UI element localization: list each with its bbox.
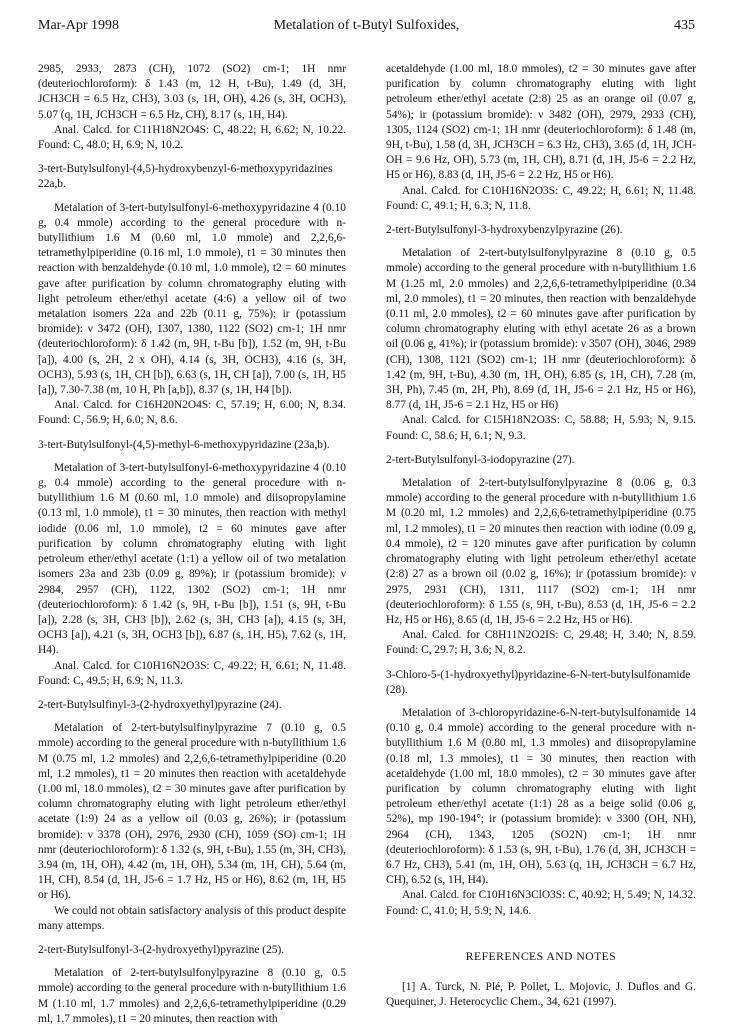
paragraph: Metalation of 2-tert-butylsulfinylpyrazine 7 (0.10 g, 0.5 mmole) according to the general procedure with n-butyllithium 1.6 M (0.75 ml, 1.2 mmoles) and 2,2,6,6-tetramethylpiperidine (0.20 ml, 1.2 mmoles), t1 = 20 minutes then reaction with acetaldehyde (1.00 ml, 18.0 mmoles), t2 = 30 minutes gave after purification by column chromatography eluting with light petroleum ether/ethyl acetate (1:9) 24 as a yellow oil (0.03 g, 26%); ir (potassium bromide): ν 3378 (OH), 2976, 2930 (CH), 1059 (SO) cm-1; 1H nmr (deuteriochloroform): δ 1.32 (s, 9H, t-Bu), 1.55 (m, 3H, CH3), 3.94 (m, 1H, OH), 4.42 (m, 1H, OH), 5.34 (m, 1H, CH), 5.64 (m, 1H, CH), 8.54 (d, 1H, J5-6 = 1.7 Hz, H5 or H6), 8.62 (m, 1H, H5 or H6). [38, 722, 346, 902]
reference-item: [1] A. Turck, N. Plé, P. Pollet, L. Mojovic, J. Duflos and G. Quequiner, J. Heterocyclic Chem., 34, 621 (1997). [386, 980, 696, 1009]
compound-heading: 3-Chloro-5-(1-hydroxyethyl)pyridazine-6-N-tert-butylsulfonamide (28). [386, 668, 691, 696]
compound-heading: 2-tert-Butylsulfinyl-3-(2-hydroxyethyl)pyrazine (24). [38, 698, 282, 711]
paragraph: 2985, 2933, 2873 (CH), 1072 (SO2) cm-1; 1H nmr (deuteriochloroform): δ 1.43 (m, 12 H, t-Bu), 1.49 (d, 3H, JCH3CH = 6.5 Hz, CH3), 3.03 (s, 1H, OH), 4.26 (s, 3H, OCH3), 5.07 (q, 1H, JCH3CH = 6.5 Hz, CH), 8.17 (s, 1H, H4). [38, 63, 346, 121]
paragraph: Metalation of 3-tert-butylsulfonyl-6-methoxypyridazine 4 (0.10 g, 0.4 mmole) according to the general procedure with n-butyllithium 1.6 M (0.60 ml, 1.0 mmole) and diisopropylamine (0.13 ml, 1.0 mmole), t1 = 30 minutes, then reaction with methyl iodide (0.06 ml, 1.0 mmole), t2 = 60 minutes gave after purification by column chromatography eluting with light petroleum ether/ethyl acetate (1:1) a yellow oil of two metalation isomers 23a and 23b (0.09 g, 89%); ir (potassium bromide): ν 2984, 2957 (CH), 1122, 1302 (SO2) cm-1; 1H nmr (deuteriochloroform): δ 1.42 (s, 9H, t-Bu [b]), 1.51 (s, 9H, t-Bu [a]), 2.28 (s, 3H, CH3 [b]), 2.62 (s, 3H, CH3 [a]), 4.15 (s, 3H, OCH3 [a]), 4.21 (s, 3H, OCH3 [b]), 6.87 (s, 1H, H5), 7.62 (s, 1H, H4). [38, 461, 346, 657]
paragraph: Anal. Calcd. for C11H18N2O4S: C, 48.22; H, 6.62; N, 10.22. Found: C, 48.0; H, 6.9; N, 10.2. [38, 123, 346, 152]
compound-heading: 2-tert-Butylsulfonyl-3-hydroxybenzylpyrazine (26). [386, 224, 623, 237]
compound-heading: 3-tert-Butylsulfonyl-(4,5)-hydroxybenzyl-6-methoxypyridazines 22a,b. [38, 163, 333, 191]
compound-heading: 3-tert-Butylsulfonyl-(4,5)-methyl-6-methoxypyridazine (23a,b). [38, 438, 330, 451]
paragraph: Anal. Calcd. for C15H18N2O3S: C, 58.88; H, 5.93; N, 9.15. Found: C, 58.6; H, 6.1; N, 9.3. [386, 414, 696, 442]
paragraph: Anal. Calcd. for C8H11N2O2IS: C, 29.48; H, 3.40; N, 8.59. Found: C, 29.7; H, 3.6; N, 8.2. [386, 629, 696, 657]
header-date: Mar-Apr 1998 [38, 18, 119, 33]
right-column [386, 62, 696, 1010]
compound-heading: 2-tert-Butylsulfonyl-3-(2-hydroxyethyl)pyrazine (25). [38, 943, 285, 956]
paragraph: Anal. Calcd. for C10H16N3ClO3S: C, 40.92; H, 5.49; N, 14.32. Found: C, 41.0; H, 5.9; N, 14.6. [386, 889, 696, 917]
left-column [38, 62, 346, 1027]
page-number: 435 [674, 18, 695, 33]
paragraph: Anal. Calcd. for C10H16N2O3S: C, 49.22; H, 6.61; N, 11.48. Found: C, 49.1; H, 6.3; N, 11.8. [386, 184, 696, 212]
paragraph: Metalation of 3-chloropyridazine-6-N-tert-butylsulfonamide 14 (0.10 g, 0.4 mmole) according to the general procedure with n-butyllithium 1.6 M (0.80 ml, 1.3 mmoles) and diisopropylamine (0.18 ml, 1.3 mmoles), t1 = 30 minutes, then reaction with acetaldehyde (1.00 ml, 18.0 mmoles), t2 = 30 minutes gave after purification by column chromatography eluting with light petroleum ether/ethyl acetate (1:1) 28 as a beige solid (0.06 g, 52%), mp 190-194°; ir (potassium bromide): ν 3300 (OH, NH), 2964 (CH), 1343, 1205 (SO2N) cm-1; 1H nmr (deuteriochloroform): δ 1.53 (s, 9H, t-Bu), 1.76 (d, 3H, JCH3CH = 6.7 Hz, CH3), 5.41 (m, 1H, OH), 5.63 (q, 1H, JCH3CH = 6.7 Hz, CH), 6.52 (s, 1H, H4). [386, 706, 696, 887]
paragraph: Metalation of 2-tert-butylsulfonylpyrazine 8 (0.10 g, 0.5 mmole) according to the general procedure with n-butyllithium 1.6 M (1.10 ml, 1.7 mmoles) and 2,2,6,6-tetramethylpiperidine (0.29 ml, 1.7 mmoles), t1 = 20 minutes, then reaction with [38, 967, 346, 1025]
paragraph: We could not obtain satisfactory analysis of this product despite many attemps. [38, 904, 346, 932]
paragraph: Anal. Calcd. for C16H20N2O4S: C, 57.19; H, 6.00; N, 8.34. Found: C, 56.9; H, 6.0; N, 8.6. [38, 399, 346, 427]
paragraph: Metalation of 2-tert-butylsulfonylpyrazine 8 (0.10 g, 0.5 mmole) according to the general procedure with n-butyllithium 1.6 M (1.25 ml, 2.0 mmoles) and 2,2,6,6-tetramethylpiperidine (0.34 ml, 2.0 mmoles), t1 = 20 minutes, then reaction with benzaldehyde (0.11 ml, 2.0 mmoles), t2 = 60 minutes gave after purification by column chromatography eluting with ethyl acetate 26 as a brown oil (0.06 g, 41%); ir (potassium bromide): ν 3507 (OH), 3046, 2989 (CH), 1308, 1121 (SO2) cm-1; 1H nmr (deuteriochloroform): δ 1.42 (m, 9H, t-Bu), 4.30 (m, 1H, OH), 6.85 (s, 1H, CH), 7.28 (m, 3H, Ph), 7.45 (m, 2H, Ph), 8.69 (d, 1H, J5-6 = 2.1 Hz, H5 or H6), 8.77 (d, 1H, J5-6 = 2.1 Hz, H5 or H6) [386, 247, 696, 412]
references-heading: REFERENCES AND NOTES [465, 949, 617, 963]
running-header [38, 18, 695, 38]
paragraph: acetaldehyde (1.00 ml, 18.0 mmoles), t2 = 30 minutes gave after purification by column chromatography eluting with light petroleum ether/ethyl acetate (2:8) 25 as an orange oil (0.07 g, 54%); ir (potassium bromide): ν 3482 (OH), 2979, 2933 (CH), 1305, 1124 (SO2) cm-1; 1H nmr (deuteriochloroform): δ 1.48 (m, 9H, t-Bu), 1.58 (d, 3H, JCH3CH = 6.3 Hz, CH3), 3.65 (d, 1H, JCH-OH = 9.6 Hz, OH), 5.73 (m, 1H, CH), 8.71 (d, 1H, J5-6 = 2.2 Hz, H5 or H6), 8.83 (d, 1H, J5-6 = 2.2 Hz, H5 or H6). [386, 63, 696, 182]
header-title: Metalation of t-Butyl Sulfoxides, [273, 18, 460, 33]
paragraph: Metalation of 3-tert-butylsulfonyl-6-methoxypyridazine 4 (0.10 g, 0.4 mmole) according to the general procedure with n-butyllithium 1.6 M (0.60 ml, 1.0 mmole) and 2,2,6,6-tetramethylpiperidine (0.16 ml, 1.0 mmole), t1 = 30 minutes then reaction with benzaldehyde (0.10 ml, 1.0 mmole), t2 = 60 minutes gave after purification by column chromatography eluting with light petroleum ether/ethyl acetate (4:6) a yellow oil of two metalation isomers 22a and 22b (0.11 g, 75%); ir (potassium bromide): ν 3472 (OH), 1307, 1380, 1122 (SO2) cm-1; 1H nmr (deuteriochloroform): δ 1.42 (m, 9H, t-Bu [b]), 1.52 (m, 9H, t-Bu [a]), 4.00 (s, 2H, 2 x OH), 4.14 (s, 3H, OCH3), 4.16 (s, 3H, OCH3), 5.93 (s, 1H, CH [b]), 6.63 (s, 1H, CH [a]), 7.00 (s, 1H, H5 [a]), 7.30-7.38 (m, 10 H, Ph [a,b]), 8.37 (s, 1H, H4 [b]). [38, 201, 346, 397]
paragraph: Anal. Calcd. for C10H16N2O3S: C, 49.22; H, 6.61; N, 11.48. Found: C, 49.5; H, 6.9; N, 11.3. [38, 659, 346, 687]
paragraph: Metalation of 2-tert-butylsulfonylpyrazine 8 (0.06 g, 0.3 mmole) according to the general procedure with n-butyllithium 1.6 M (0.20 ml, 1.2 mmoles) and 2,2,6,6-tetramethylpiperidine (0.75 ml, 1.2 mmoles), t1 = 20 minutes then reaction with iodine (0.09 g, 0.4 mmole), t2 = 120 minutes gave after purification by column chromatography eluting with light petroleum ether/ethyl acetate (2:8) 27 as a brown oil (0.02 g, 16%); ir (potassium bromide): ν 2975, 2931 (CH), 1311, 1117 (SO2) cm-1; 1H nmr (deuteriochloroform): δ 1.55 (s, 9H, t-Bu), 8.53 (d, 1H, J5-6 = 2.2 Hz, H5 or H6), 8.65 (d, 1H, J5-6 = 2.2 Hz, H5 or H6). [386, 477, 696, 626]
compound-heading: 2-tert-Butylsulfonyl-3-iodopyrazine (27). [386, 453, 575, 466]
